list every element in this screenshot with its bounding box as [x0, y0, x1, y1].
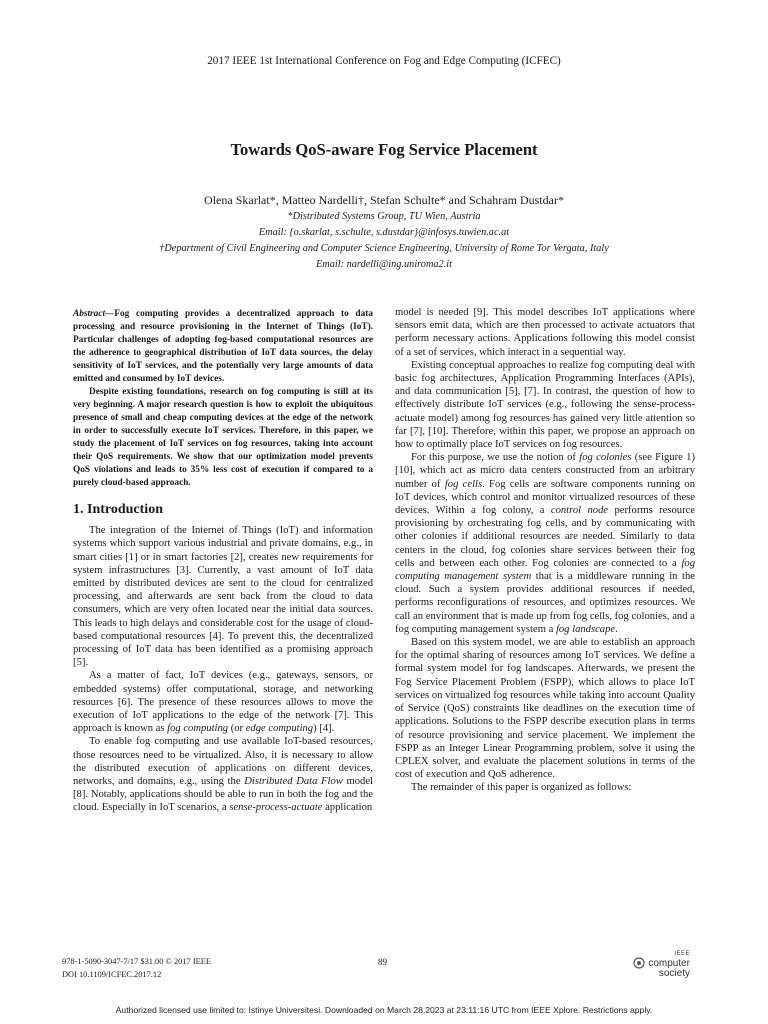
- abstract-paragraph-2: Despite existing foundations, research on fog computing is still at its very beginning. A major research question is how to exploit the ubiquitous presence of small and cheap computing devices at the edge of the network in order to successfully execute IoT services. Therefore, in this paper, we study the placement of IoT services on fog resources, taking into account their QoS requirements. We show that our optimization model prevents QoS violations and leads to 35% less cost of execution if compared to a purely cloud-based approach.: [73, 387, 373, 488]
- intro-paragraph-2: As a matter of fact, IoT devices (e.g., gateways, sensors, or embedded systems) offer computational, storage, and networking resources [6]. The presence of these resources allows to move the execution of IoT applications to the edge of the network [7]. This approach is known as fog computing (or edge computing) [4].: [73, 670, 373, 735]
- doi-line: DOI 10.1109/ICFEC.2017.12: [62, 970, 162, 979]
- affiliation-1: *Distributed Systems Group, TU Wien, Austria: [287, 211, 481, 222]
- logo-mark-icon: [633, 957, 645, 969]
- intro-paragraph-3: To enable fog computing and use available IoT-based resources, those resources need to be virtualized. Also, it is necessary to allow the distributed execution of applications on different devices, networks, and domains, e.g., using the Distributed Data Flow model [8]. Notably, applications should be able to run in both the fog and the cloud. Especially in IoT scenarios, a sense-process-actuate application: [73, 736, 374, 814]
- affiliation-2: †Department of Civil Engineering and Computer Science Engineering, University of Rome Tor Vergata, Italy: [159, 243, 609, 254]
- right-paragraph-1: model is needed [9]. This model describes IoT applications where sensors emit data, which are then processed to activate actuators that perform necessary actions. Applications following this model consist of a set of services, which interact in a sequential way.: [395, 307, 695, 358]
- email-2: Email: nardelli@ing.uniroma2.it: [316, 259, 452, 270]
- right-paragraph-3: For this purpose, we use the notion of fog colonies (see Figure 1) [10], which act as micro data centers constructed from an arbitrary number of fog cells. Fog cells are software components running on IoT devices, which control and monitor virtualized resources of these devices. Within a fog colony, a control node performs resource provisioning by orchestrating fog cells, and by communicating with other colonies if additional resources are needed. Similarly to data centers in the cloud, fog colonies share services between their fog cells and between each other. Fog colonies are connected to a fog computing management system that is a middleware running in the cloud. Such a system provides additional resources if needed, performs reconfigurations of resources, and optimizes resources. We call an environment that is made up from fog cells, fog colonies, and a fog computing management system a fog landscape.: [395, 452, 695, 635]
- author-list: Olena Skarlat*, Matteo Nardelli†, Stefan Schulte* and Schahram Dustdar*: [204, 193, 564, 207]
- abstract: [73, 308, 373, 490]
- intro-paragraph-1: The integration of the Internet of Things (IoT) and information systems which support various industrial and private domains, e.g., in smart cities [1] or in smart factories [2], creates new requirements for system infrastructures [3]. Currently, a vast amount of IoT data emitted by distributed devices are sent to the cloud for centralized processing, and afterwards are sent back from the cloud to data consumers, which are very often located near the initial data sources. This leads to high delays and considerable cost for the usage of cloud-based computational resources [4]. To prevent this, the decentralized processing of IoT data has been identified as a promising approach [5].: [73, 525, 373, 669]
- email-1: Email: {o.skarlat, s.schulte, s.dustdar}@infosys.tuwien.ac.at: [258, 227, 510, 238]
- conference-header: 2017 IEEE 1st International Conference on Fog and Edge Computing (ICFEC): [207, 55, 561, 67]
- download-notice: Authorized licensed use limited to: Istinye Universitesi. Downloaded on March 28,2023 at 23:11:16 UTC from IEEE Xplore. Restrictions apply.: [115, 1005, 653, 1015]
- abstract-label: Abstract: [73, 309, 106, 319]
- ieee-computer-society-logo: IEEE computer society: [610, 951, 690, 978]
- right-paragraph-2: Existing conceptual approaches to realize fog computing deal with basic fog architectures, Application Programming Interfaces (APIs), and data communication [5], [7]. In contrast, the question of how to effectively distribute IoT services (e.g., following the sense-process-actuate model) among fog resources has gained very little attention so far [7], [10]. Therefore, within this paper, we propose an approach on how to optimally place IoT services on fog resources.: [395, 359, 695, 451]
- paper-title: Towards QoS-aware Fog Service Placement: [230, 140, 538, 159]
- right-paragraph-5: The remainder of this paper is organized as follows:: [411, 782, 632, 794]
- abstract-paragraph-1: —Fog computing provides a decentralized approach to data processing and resource provisioning in the Internet of Things (IoT). Particular challenges of adopting fog-based computational resources are the adherence to geographical distribution of IoT data sources, the delay sensitivity of IoT services, and the potentially very large amounts of data emitted and consumed by IoT devices.: [73, 309, 373, 384]
- right-column: [395, 306, 695, 795]
- isbn-line: 978-1-5090-3047-7/17 $31.00 © 2017 IEEE: [62, 957, 211, 966]
- section-heading-introduction: 1. Introduction: [73, 502, 163, 517]
- left-column: [73, 308, 373, 815]
- page-number: 89: [378, 957, 387, 967]
- right-paragraph-4: Based on this system model, we are able to establish an approach for the optimal sharing of resources among IoT services. We define a formal system model for fog landscapes. Afterwards, we present the Fog Service Placement Problem (FSPP), which allows to place IoT services on virtualized fog resources while taking into account Quality of Service (QoS) constraints like deadlines on the execution time of applications. Solutions to the FSPP describe execution plans in terms of resource provisioning and service placement. We implement the FSPP as an Integer Linear Programming problem, solve it using the CPLEX solver, and evaluate the placement solutions in terms of the cost of execution and QoS adherence.: [395, 637, 695, 781]
